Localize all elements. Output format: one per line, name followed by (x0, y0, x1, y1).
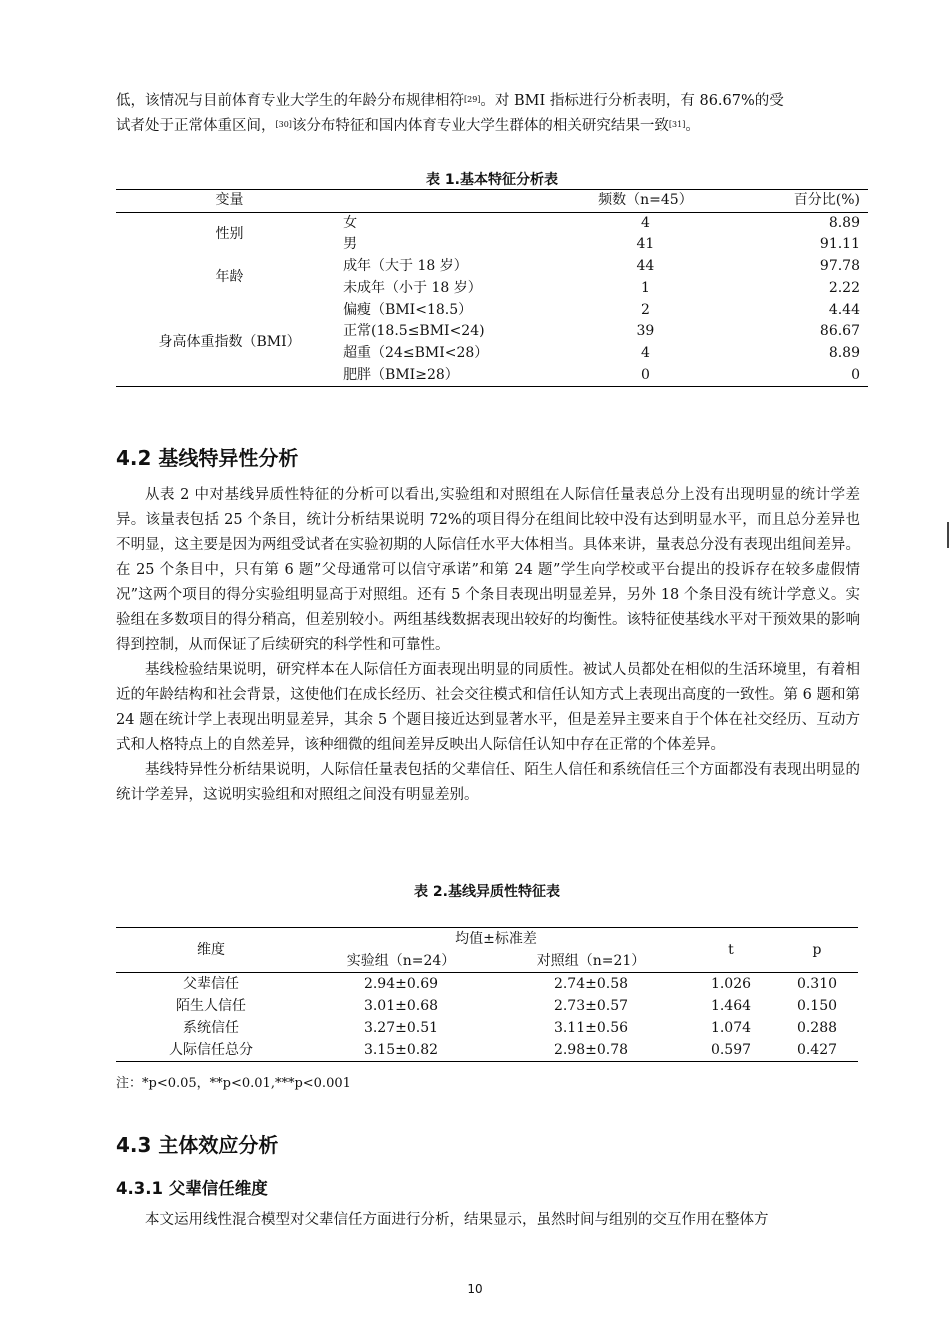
table-header-row (116, 190, 868, 213)
basic-characteristics-table (116, 189, 868, 387)
group-label: 性别 (215, 225, 244, 242)
table-row (116, 212, 868, 234)
category-cell: 偏瘦（BMI<18.5） (343, 301, 473, 318)
intro-text: 试者处于正常体重区间， (116, 118, 276, 134)
header-blank (343, 190, 581, 213)
header-variable: 变量 (215, 192, 244, 208)
table1 (116, 189, 868, 387)
section-heading-4-2: 4.2 基线特异性分析 (116, 446, 299, 470)
table2 (116, 927, 858, 1062)
exp-cell: 3.15±0.82 (363, 1042, 439, 1058)
table-row (116, 1017, 858, 1039)
table-row (116, 300, 868, 322)
category-cell: 男 (343, 236, 358, 253)
t-cell: 1.074 (710, 1020, 752, 1036)
dimension-cell: 父辈信任 (183, 976, 239, 992)
freq-cell: 0 (640, 366, 650, 383)
exp-cell: 3.01±0.68 (363, 998, 439, 1014)
freq-cell: 4 (640, 344, 650, 361)
pct-cell: 0 (851, 366, 860, 383)
citation-31[interactable]: [31] (668, 120, 686, 129)
paragraph: 本文运用线性混合模型对父辈信任方面进行分析，结果显示，虽然时间与组别的交互作用在整体方 (145, 1212, 769, 1228)
header-control: 对照组（n=21） (496, 950, 686, 973)
category-cell: 成年（大于 18 岁） (343, 258, 468, 275)
p-cell: 0.288 (796, 1020, 838, 1036)
category-cell: 超重（24≤BMI<28） (343, 344, 489, 361)
freq-cell: 1 (640, 279, 650, 296)
table-row (116, 1039, 858, 1062)
exp-cell: 2.94±0.69 (363, 976, 439, 992)
dimension-cell: 系统信任 (183, 1020, 239, 1036)
page-number: 10 (467, 1282, 483, 1296)
intro-text: 。对 BMI 指标进行分析表明，有 86.67%的受 (480, 93, 784, 109)
category-cell: 未成年（小于 18 岁） (343, 279, 482, 296)
dimension-cell: 陌生人信任 (176, 998, 246, 1014)
intro-text: 该分布特征和国内体育专业大学生群体的相关研究结果一致 (291, 118, 669, 134)
freq-cell: 39 (636, 323, 655, 340)
dimension-cell: 人际信任总分 (169, 1042, 253, 1058)
intro-paragraph (116, 89, 860, 139)
table1-caption: 表 1.基本特征分析表 (426, 172, 558, 188)
pct-cell: 97.78 (819, 258, 860, 275)
header-dimension: 维度 (116, 928, 306, 973)
header-mean-sd: 均值±标准差 (455, 931, 537, 947)
margin-mark (947, 522, 949, 548)
pct-cell: 2.22 (828, 279, 860, 296)
section43-body (116, 1208, 860, 1233)
table2-note: 注：*p<0.05，**p<0.01,***p<0.001 (116, 1076, 351, 1091)
table2-caption: 表 2.基线异质性特征表 (414, 884, 560, 900)
subsection-heading-4-3-1: 4.3.1 父辈信任维度 (116, 1179, 268, 1198)
exp-cell: 3.27±0.51 (363, 1020, 439, 1036)
table-row (116, 256, 868, 278)
citation-29[interactable]: [29] (464, 95, 481, 104)
t-cell: 1.464 (710, 998, 752, 1014)
header-percentage: 百分比(%) (793, 192, 860, 208)
paragraph: 基线特异性分析结果说明，人际信任量表包括的父辈信任、陌生人信任和系统信任三个方面都没有表现出明显的统计学差异，这说明实验组和对照组之间没有明显差别。 (116, 762, 860, 803)
p-cell: 0.427 (796, 1042, 838, 1058)
paragraph: 基线检验结果说明，研究样本在人际信任方面表现出明显的同质性。被试人员都处在相似的生活环境里，有着相近的年龄结构和社会背景，这使他们在成长经历、社会交往模式和信任认知方式上表现出高度的一致性。第 6 题和第 24 题在统计学上表现出明显差异，其余 5 个题目接近达到显著水平，但是差异主要来自于个体在社交经历、互动方式和人格特点上的自然差异，该种细微的组间差异反映出人际信任认知中存在正常的个体差异。 (116, 662, 860, 753)
pct-cell: 86.67 (819, 323, 860, 340)
p-cell: 0.150 (796, 998, 838, 1014)
table-row (116, 995, 858, 1017)
header-experimental: 实验组（n=24） (306, 950, 496, 973)
pct-cell: 4.44 (828, 301, 860, 318)
section42-body (116, 483, 860, 808)
section-heading-4-3: 4.3 主体效应分析 (116, 1133, 279, 1157)
category-cell: 肥胖（BMI≥28） (343, 366, 459, 383)
category-cell: 正常(18.5≤BMI<24) (343, 323, 485, 340)
pct-cell: 91.11 (819, 236, 860, 253)
freq-cell: 2 (640, 301, 650, 318)
header-frequency: 频数（n=45） (598, 192, 693, 208)
header-p: p (776, 928, 858, 973)
category-cell: 女 (343, 214, 358, 231)
pct-cell: 8.89 (828, 344, 860, 361)
ctrl-cell: 2.74±0.58 (553, 976, 629, 992)
intro-text: 低，该情况与目前体育专业大学生的年龄分布规律相符 (116, 93, 464, 109)
freq-cell: 41 (636, 236, 655, 253)
table-row (116, 973, 858, 996)
ctrl-cell: 3.11±0.56 (553, 1020, 629, 1036)
citation-30[interactable]: [30] (275, 120, 292, 129)
table-header-row (116, 928, 858, 951)
t-cell: 1.026 (710, 976, 752, 992)
freq-cell: 4 (640, 214, 650, 231)
p-cell: 0.310 (796, 976, 838, 992)
intro-text: 。 (685, 118, 700, 134)
group-label: 身高体重指数（BMI） (158, 334, 301, 351)
t-cell: 0.597 (710, 1042, 752, 1058)
group-label: 年龄 (215, 268, 244, 285)
freq-cell: 44 (636, 258, 655, 275)
ctrl-cell: 2.73±0.57 (553, 998, 629, 1014)
pct-cell: 8.89 (828, 214, 860, 231)
ctrl-cell: 2.98±0.78 (553, 1042, 629, 1058)
paragraph: 从表 2 中对基线异质性特征的分析可以看出,实验组和对照组在人际信任量表总分上没有出现明显的统计学差异。该量表包括 25 个条目，统计分析结果说明 72%的项目得分在组间比较中没有达到明显水平，而且总分差异也不明显，这主要是因为两组受试者在实验初期的人际信任水平大体相当。具体来讲，量表总分没有表现出组间差异。在 25 个条目中，只有第 6 题”父母通常可以信守承诺”和第 24 题”学生向学校或平台提出的投诉存在较多虚假情况”这两个项目的得分实验组明显高于对照组。还有 5 个条目表现出明显差异，另外 18 个条目没有统计学意义。实验组在多数项目的得分稍高，但差别较小。两组基线数据表现出较好的均衡性。该特征使基线水平对干预效果的影响得到控制，从而保证了后续研究的科学性和可靠性。 (116, 487, 860, 653)
baseline-heterogeneity-table (116, 927, 858, 1062)
header-t: t (686, 928, 776, 973)
